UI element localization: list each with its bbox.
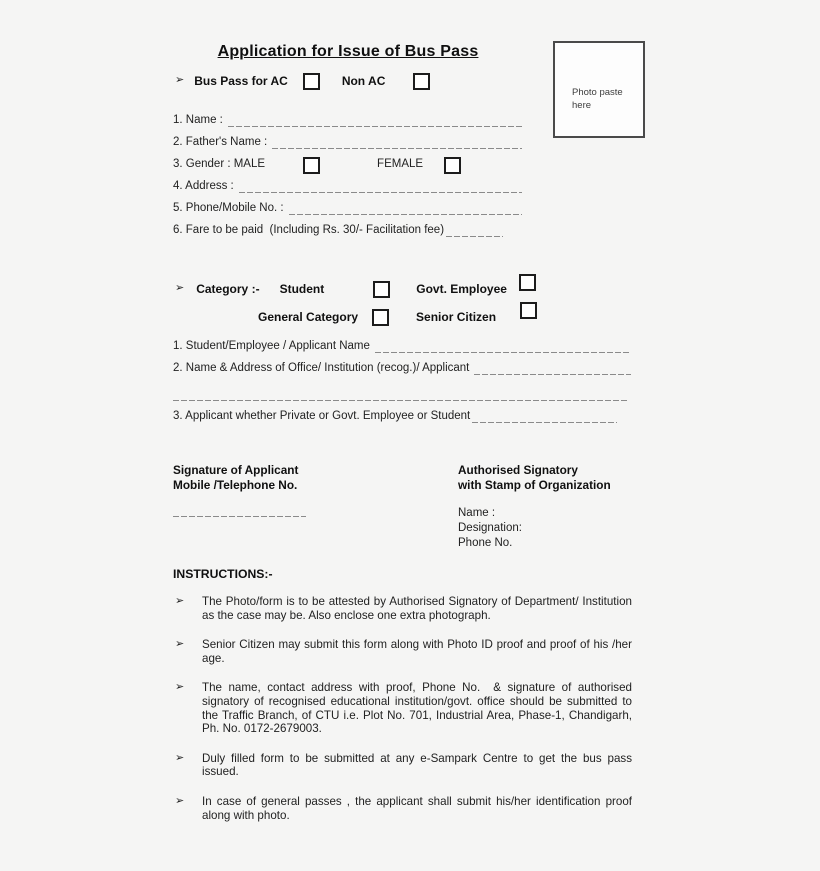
- father-name-label: 2. Father's Name :: [173, 136, 268, 149]
- name-label: 1. Name :: [173, 114, 223, 127]
- general-category-checkbox[interactable]: [372, 309, 389, 326]
- applicant-name-label: 1. Student/Employee / Applicant Name: [173, 340, 370, 353]
- instruction-text: Duly filled form to be submitted at any e-Sampark Centre to get the bus pass issued.: [202, 751, 636, 779]
- student-label: Student: [279, 281, 325, 296]
- address-input-line[interactable]: [239, 181, 522, 193]
- category-row-1: [173, 277, 631, 301]
- instruction-text: The Photo/form is to be attested by Authorised Signatory of Department/ Institution as the case may be. Also enclose one extra photograph.: [202, 595, 636, 622]
- arrow-bullet-icon: ➢: [175, 751, 185, 764]
- male-checkbox[interactable]: [303, 157, 320, 174]
- phone-label: 5. Phone/Mobile No. :: [173, 202, 284, 215]
- category-label: Category :-: [196, 281, 260, 296]
- office-continuation-row: [173, 384, 631, 406]
- signatory-designation-label: Designation:: [458, 522, 522, 534]
- instruction-text: In case of general passes , the applicant shall submit his/her identification proof along with photo.: [202, 794, 636, 822]
- authorised-signatory-block: [458, 463, 631, 551]
- instruction-item: [175, 681, 636, 736]
- authorised-signatory-label: Authorised Signatory: [458, 463, 578, 477]
- arrow-bullet-icon: ➢: [175, 282, 185, 295]
- senior-citizen-label: Senior Citizen: [416, 309, 497, 324]
- non-ac-checkbox[interactable]: [413, 73, 430, 90]
- fare-label: 6. Fare to be paid (Including Rs. 30/- Facilitation fee): [173, 224, 445, 237]
- stamp-of-organization-label: with Stamp of Organization: [458, 477, 611, 492]
- whether-input-line[interactable]: [472, 411, 617, 423]
- gender-female-label: FEMALE: [377, 158, 424, 171]
- address-label: 4. Address :: [173, 180, 234, 193]
- category-row-2: [173, 305, 631, 329]
- instruction-item: [175, 638, 636, 665]
- office-input-line[interactable]: [474, 363, 631, 375]
- father-name-row: [173, 132, 522, 154]
- applicant-name-input-line[interactable]: [375, 341, 631, 353]
- arrow-bullet-icon: ➢: [175, 794, 185, 807]
- father-name-input-line[interactable]: [272, 137, 522, 149]
- arrow-bullet-icon: ➢: [175, 638, 185, 651]
- fare-row: [173, 220, 522, 242]
- form-title: Application for Issue of Bus Pass: [217, 43, 479, 60]
- category-section: [173, 277, 631, 428]
- signatory-name-label: Name :: [458, 507, 496, 519]
- ac-checkbox[interactable]: [303, 73, 320, 90]
- office-row: [173, 358, 631, 380]
- signatory-details: [458, 506, 631, 551]
- gender-male-label: 3. Gender : MALE: [173, 158, 266, 171]
- applicant-signature-block: [173, 463, 393, 517]
- instruction-text: Senior Citizen may submit this form along with Photo ID proof and proof of his /her age.: [202, 638, 636, 665]
- arrow-bullet-icon: ➢: [175, 595, 185, 607]
- govt-employee-checkbox[interactable]: [519, 274, 536, 291]
- instruction-item: [175, 751, 636, 779]
- phone-row: [173, 198, 522, 220]
- phone-input-line[interactable]: [289, 203, 522, 215]
- photo-paste-label: Photo paste here: [572, 87, 623, 111]
- female-checkbox[interactable]: [444, 157, 461, 174]
- signature-of-applicant-label: Signature of Applicant: [173, 463, 299, 477]
- fare-input-line[interactable]: [446, 225, 503, 237]
- pass-type-row: [175, 70, 575, 92]
- signature-section: [173, 463, 631, 563]
- instructions-list: [175, 595, 636, 838]
- arrow-bullet-icon: ➢: [175, 74, 185, 87]
- mobile-telephone-label: Mobile /Telephone No.: [173, 477, 298, 492]
- non-ac-label: Non AC: [341, 73, 386, 88]
- whether-row: [173, 406, 631, 428]
- bus-pass-ac-label: Bus Pass for AC: [194, 73, 288, 88]
- general-category-label: General Category: [258, 309, 359, 324]
- address-row: [173, 176, 522, 198]
- instruction-item: [175, 595, 636, 622]
- applicant-signature-line[interactable]: [173, 505, 306, 517]
- student-checkbox[interactable]: [373, 281, 390, 298]
- applicant-name-row: [173, 336, 631, 358]
- name-input-line[interactable]: [228, 115, 522, 127]
- instructions-heading: INSTRUCTIONS:-: [173, 567, 273, 581]
- instruction-item: [175, 794, 636, 822]
- arrow-bullet-icon: ➢: [175, 681, 185, 694]
- office-label: 2. Name & Address of Office/ Institution (recog.)/ Applicant: [173, 362, 470, 375]
- gender-row: [173, 154, 522, 176]
- office-input-line-2[interactable]: [173, 389, 627, 401]
- instruction-text: The name, contact address with proof, Phone No. & signature of authorised signatory of recognised educational institution/govt. office should be submitted to the Traffic Branch, of CTU i.e. Plot No. 701, Industrial Area, Phase-1, Chandigarh, Ph. No. 0172-2679003.: [202, 681, 636, 736]
- signatory-phone-label: Phone No.: [458, 537, 513, 549]
- govt-employee-label: Govt. Employee: [416, 281, 507, 296]
- name-row: [173, 110, 522, 132]
- personal-details-section: [173, 110, 522, 242]
- senior-citizen-checkbox[interactable]: [520, 302, 537, 319]
- whether-label: 3. Applicant whether Private or Govt. Employee or Student: [173, 410, 471, 423]
